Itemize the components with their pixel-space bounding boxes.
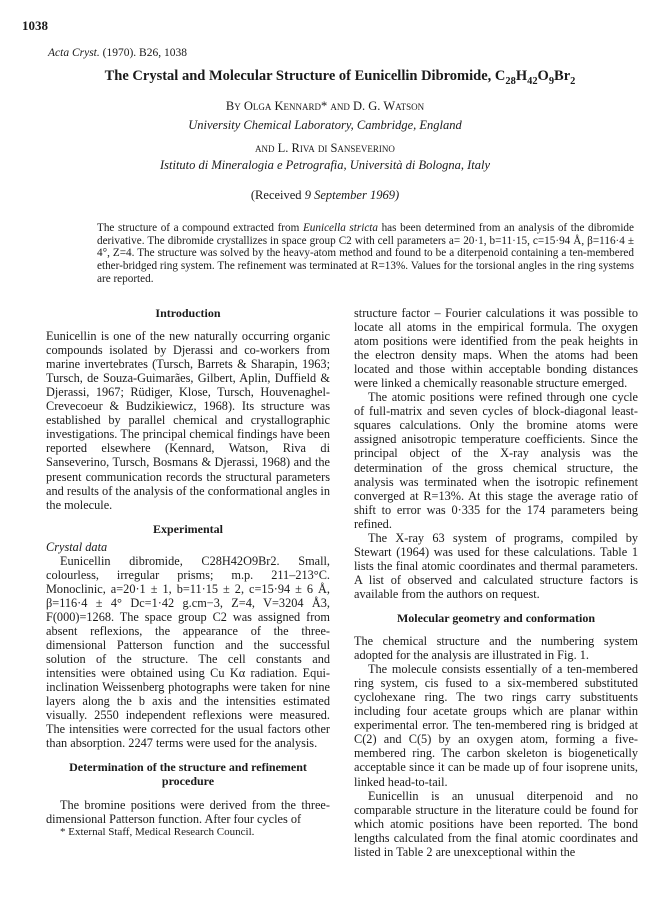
refinement-paragraph-2: The atomic positions were refined through one cycle of full-matrix and seven cycles of block-diagonal least-squares calculations. Only the bromine atoms were assigned anisotropic temperature coefficients. Since the principal object of the X-ray analysis was the determination of the gross chemical structure, the analysis was terminated when the isotropic refinement converged at R=13%. At this stage the average ratio of shift to error was 0·335 for the 174 parameters being refined. bbox=[354, 390, 638, 531]
left-column bbox=[46, 306, 330, 826]
determination-heading: Determination of the structure and refinement procedure bbox=[69, 760, 307, 789]
footnote: * External Staff, Medical Research Council. bbox=[60, 826, 255, 838]
crystal-data-subheading: Crystal data bbox=[46, 539, 108, 554]
refinement-paragraph-3: The X-ray 63 system of programs, compiled by Stewart (1964) was used for these calculations. Table 1 lists the final atomic coordinates and thermal parameters. A list of observed and calculated structure factors is available from the authors on request. bbox=[354, 530, 638, 601]
crystal-data-paragraph: Eunicellin dibromide, C28H42O9Br2. Small, colourless, irregular prisms; m.p. 211–213°C. Monoclinic, a=20·1 ± 1, b=11·15 ± 2, c=15·94 ± 6 Å, β=116·4 ± 4° Dc=1·42 g.cm−3, Z=4, V=3204 Å3, F(000)=1268. The space group C2 was assigned from absent reflexions, the appearance of the three-dimensional Patterson function and the successful solution of the structure. The cell constants and intensities were obtained using Cu Kα radiation. Equi-inclination Weissenberg photographs were taken for nine layers along the b axis and the intensities estimated visually. 2550 independent reflexions were measured. The intensities were corrected for the usual factors other than absorption. 2247 terms were used for the analysis. bbox=[46, 553, 330, 751]
determination-paragraph: The bromine positions were derived from the three-dimensional Patterson function. After four cycles of bbox=[46, 797, 330, 826]
molecular-paragraph-1: The chemical structure and the numbering system adopted for the analysis are illustrated in Fig. 1. bbox=[354, 634, 638, 663]
author-line-1: By Olga Kennard* and D. G. Watson bbox=[225, 99, 425, 113]
introduction-heading: Introduction bbox=[155, 306, 221, 320]
abstract: The structure of a compound extracted from Eunicella stricta has been determined from an analysis of the dibromide derivative. The dibromide crystallizes in space group C2 with cell parameters a= 20·1, b=11·15, c=15·94 Å, β=116·4 ± 4°, Z=4. The structure was solved by the heavy-atom method and found to be a diterpenoid containing a ten-membered ether-bridged ring system. The refinement was terminated at R=13%. Values for the torsional angles in the ring systems are reported. bbox=[97, 222, 634, 285]
experimental-heading: Experimental bbox=[153, 521, 223, 536]
page-number: 1038 bbox=[22, 18, 48, 33]
right-column bbox=[354, 306, 638, 859]
introduction-paragraph: Eunicellin is one of the new naturally occurring organic compounds isolated by Djerassi and co-workers from marine invertebrates (Tursch, Barrets & Sharapin, 1963; Tursch, de Souza-Guimarães, Gilbert, Aplin, Duffield & Djerassi, 1967; Rüdiger, Klose, Tursch, Houvenaghel-Crevecoeur & Budzikiewicz, 1968). Its structure was established by parallel chemical and crystallographic investigations. The principal chemical findings have been reported elsewhere (Kennard, Watson, Riva di Sanseverino, Tursch, Bosmans & Djerassi, 1968) and the present communication records the structural parameters and results of the analysis of the conformational angles in the molecule. bbox=[46, 329, 330, 512]
journal-name: Acta Cryst. bbox=[48, 47, 100, 59]
affiliation-2: Istituto di Mineralogia e Petrografia, Università di Bologna, Italy bbox=[159, 158, 491, 172]
article-title: The Crystal and Molecular Structure of Eunicellin Dibromide, $C_{28}H_{42}O_9Br_2$ bbox=[104, 68, 576, 87]
author-line-2: and L. Riva di Sanseverino bbox=[255, 141, 395, 155]
affiliation-1: University Chemical Laboratory, Cambridge, England bbox=[188, 118, 462, 132]
refinement-paragraph-1: structure factor – Fourier calculations it was possible to locate all atoms in the empirical formula. The oxygen atom positions were identified from the peak heights in the electron density maps. When the atoms had been located and those within acceptable bonding distances were linked a chemically reasonable structure emerged. bbox=[354, 306, 638, 391]
molecular-paragraph-2: The molecule consists essentially of a ten-membered ring system, cis fused to a six-membered substituted cyclohexane ring. The two rings carry substituents including four acetate groups which are planar within experimental error. The ten-membered ring is bridged at C(2) and C(5) by an oxygen atom, forming a five-membered ring. The carbon skeleton is biogenetically acceptable since it can be made up of four isoprene units, linked head-to-tail. bbox=[354, 662, 638, 789]
citation bbox=[48, 47, 187, 59]
molecular-paragraph-3: Eunicellin is an unusual diterpenoid and no comparable structure in the literature could be found for which atomic positions have been reported. The bond lengths calculated from the final atomic coordinates and listed in Table 2 are unexceptional within the bbox=[354, 788, 638, 859]
molecular-geometry-heading: Molecular geometry and conformation bbox=[396, 610, 596, 625]
citation-details: (1970). B26, 1038 bbox=[102, 47, 187, 59]
received-date: (Received 9 September 1969) bbox=[250, 188, 400, 202]
